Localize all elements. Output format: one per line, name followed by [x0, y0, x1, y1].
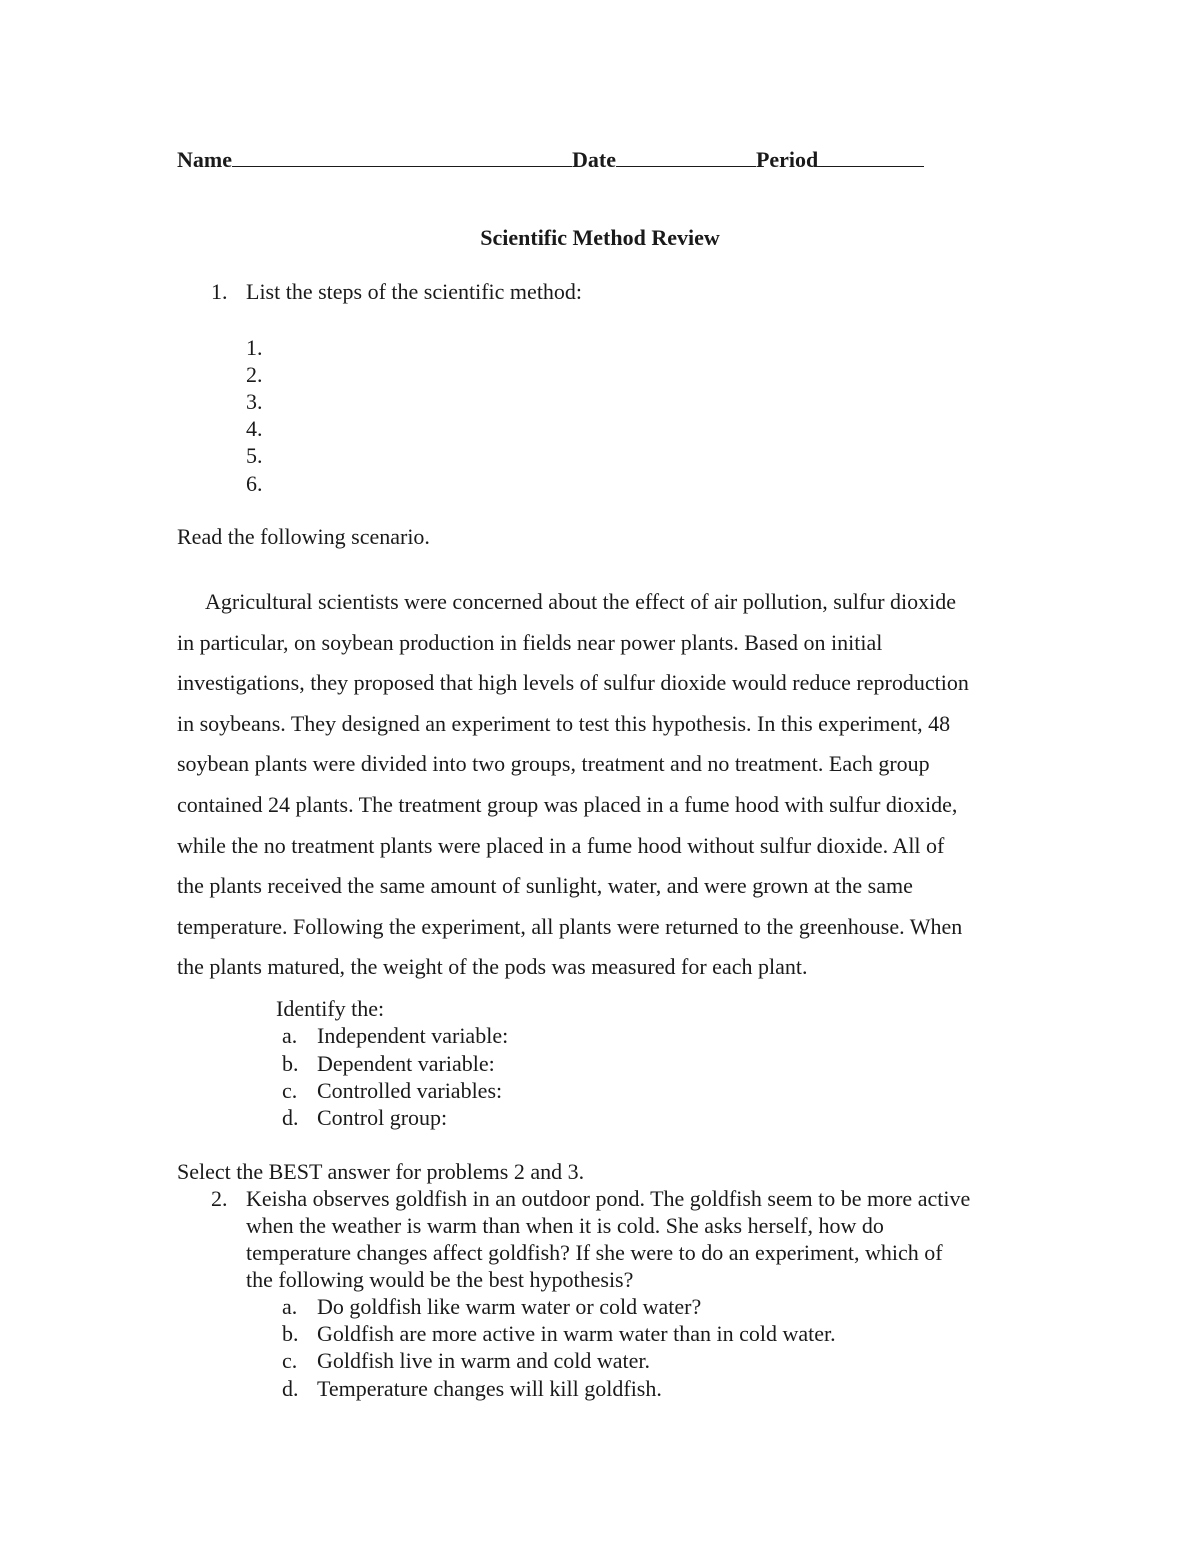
scenario-line: soybean plants were divided into two groups, treatment and no treatment. Each group [177, 751, 930, 777]
name-field[interactable] [232, 146, 572, 167]
identify-letter: b. [282, 1051, 299, 1076]
identify-item: Controlled variables: [317, 1078, 503, 1103]
identify-letter: a. [282, 1023, 298, 1048]
q2-option-letter: b. [282, 1321, 299, 1346]
q2-option: Do goldfish like warm water or cold water? [317, 1294, 702, 1319]
q2-option-letter: c. [282, 1348, 298, 1373]
step-item: 4. [246, 416, 263, 441]
scenario-line: contained 24 plants. The treatment group was placed in a fume hood with sulfur dioxide, [177, 791, 958, 817]
page-title: Scientific Method Review [480, 225, 720, 250]
q2-option: Temperature changes will kill goldfish. [317, 1376, 662, 1401]
step-item: 1. [246, 335, 263, 360]
step-item: 2. [246, 362, 263, 387]
q2-line: the following would be the best hypothesis? [246, 1267, 634, 1292]
identify-item: Control group: [317, 1105, 448, 1130]
q2-line: when the weather is warm than when it is cold. She asks herself, how do [246, 1213, 884, 1238]
scenario-line: investigations, they proposed that high levels of sulfur dioxide would reduce reproduction [177, 670, 969, 696]
scenario-line: in particular, on soybean production in fields near power plants. Based on initial [177, 629, 883, 655]
read-prompt: Read the following scenario. [177, 524, 430, 549]
scenario-line: the plants received the same amount of sunlight, water, and were grown at the same [177, 873, 913, 899]
select-prompt: Select the BEST answer for problems 2 and 3. [177, 1159, 585, 1184]
q2-line: Keisha observes goldfish in an outdoor pond. The goldfish seem to be more active [246, 1186, 971, 1211]
q1-number: 1. [211, 279, 228, 304]
identify-heading: Identify the: [276, 996, 385, 1021]
identify-letter: c. [282, 1078, 298, 1103]
q2-line: temperature changes affect goldfish? If she were to do an experiment, which of [246, 1240, 943, 1265]
scenario-paragraph [177, 582, 1037, 988]
q2-option-letter: d. [282, 1376, 299, 1401]
identify-letter: d. [282, 1105, 299, 1130]
q2-option: Goldfish live in warm and cold water. [317, 1348, 650, 1373]
period-label: Period [755, 147, 819, 172]
scenario-line: Agricultural scientists were concerned about the effect of air pollution, sulfur dioxide [205, 589, 957, 614]
scenario-line: temperature. Following the experiment, all plants were returned to the greenhouse. When [177, 913, 963, 939]
period-field[interactable] [818, 146, 924, 167]
step-item: 5. [246, 443, 263, 468]
header-fields [177, 146, 924, 171]
identify-item: Dependent variable: [317, 1051, 495, 1076]
date-field[interactable] [616, 146, 756, 167]
q2-option-letter: a. [282, 1294, 298, 1319]
scenario-line: while the no treatment plants were placed in a fume hood without sulfur dioxide. All of [177, 832, 945, 858]
q2-option: Goldfish are more active in warm water than in cold water. [317, 1321, 836, 1346]
name-label: Name [177, 147, 232, 172]
step-item: 3. [246, 389, 263, 414]
identify-item: Independent variable: [317, 1023, 509, 1048]
step-item: 6. [246, 471, 263, 496]
scenario-line: in soybeans. They designed an experiment to test this hypothesis. In this experiment, 48 [177, 710, 951, 736]
date-label: Date [571, 147, 616, 172]
q2-number: 2. [211, 1186, 228, 1211]
scenario-line: the plants matured, the weight of the pods was measured for each plant. [177, 954, 808, 980]
q1-text: List the steps of the scientific method: [246, 279, 583, 304]
